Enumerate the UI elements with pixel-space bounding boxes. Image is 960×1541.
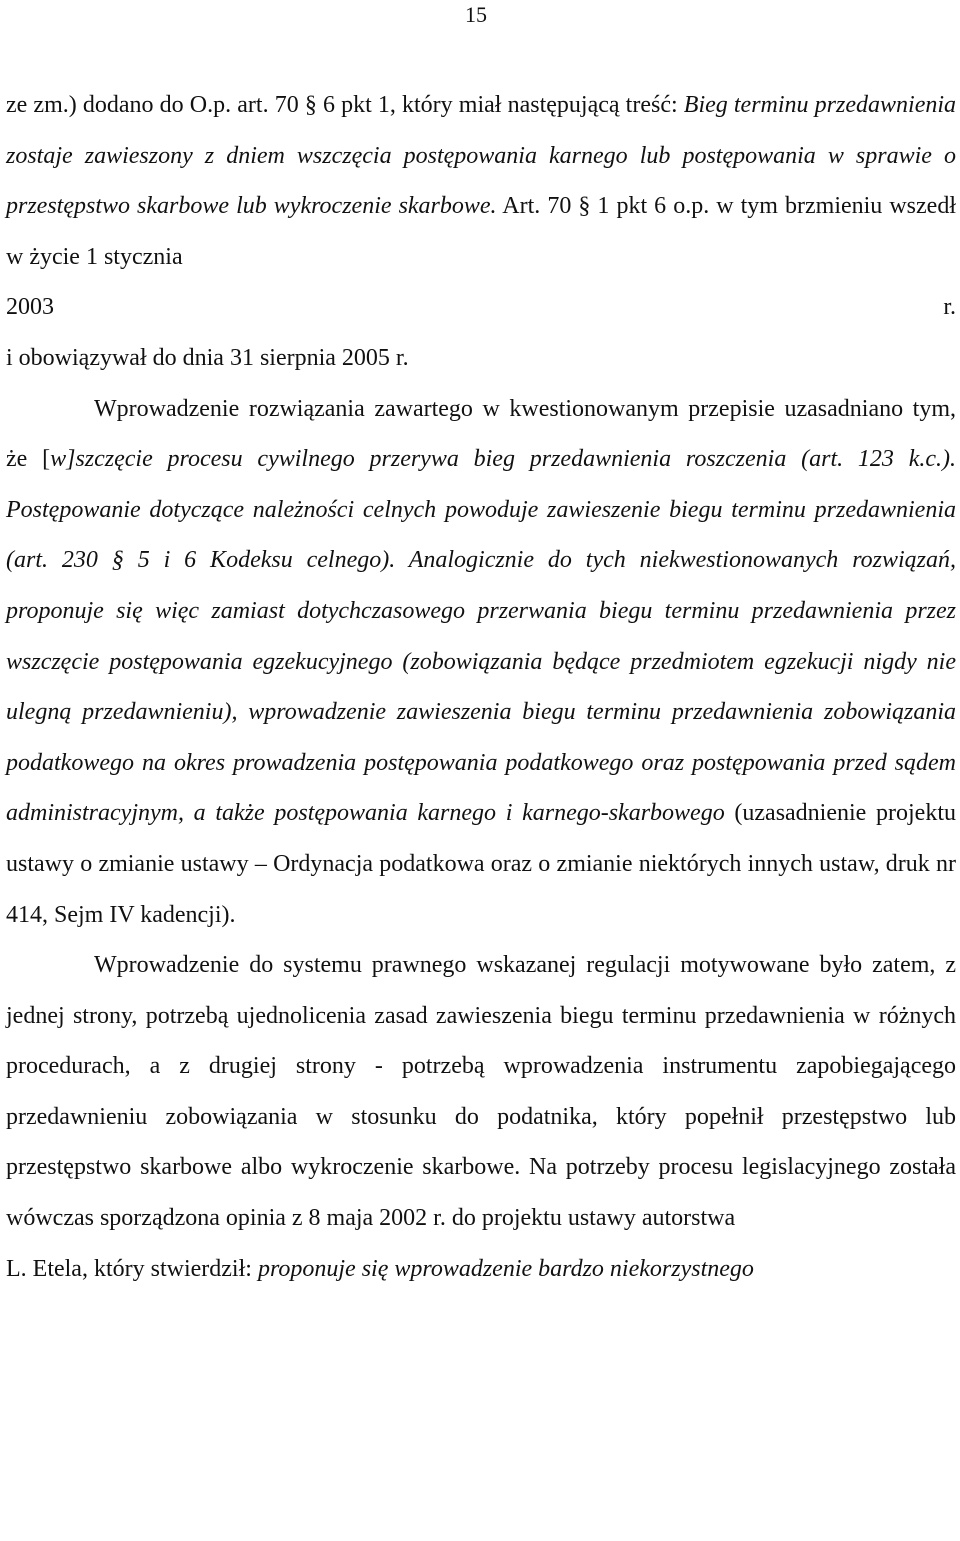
justification-quote: w]szczęcie procesu cywilnego przerywa bieg przedawnienia roszczenia (art. 123 k.c.). Postępowanie dotyczące należności celnych powoduje zawieszenie biegu terminu przedawnienia (art. 230 § 5 i 6 Kodeksu celnego). Analogicznie do tych niekwestionowanych rozwiązań, proponuje się więc zamiast dotychczasowego przerwania biegu terminu przedawnienia przez wszczęcie postępowania egzekucyjnego (zobowiązania będące przedmiotem egzekucji nigdy nie ulegną przedawnieniu), wprowadzenie zawieszenia biegu terminu przedawnienia zobowiązania podatkowego na okres prowadzenia postępowania podatkowego oraz postępowania przed sądem administracyjnym, a także postępowania karnego i karnego-skarbowego xyxy=(6,446,956,827)
paragraph-4 xyxy=(6,1244,956,1295)
paragraph-4-intro: L. Etela, który stwierdził: xyxy=(6,1255,258,1282)
opinion-quote: proponuje się wprowadzenie bardzo niekorzystnego xyxy=(257,1255,754,1282)
paragraph-1-intro: ze zm.) dodano do O.p. art. 70 § 6 pkt 1, który miał następującą treść: xyxy=(6,92,684,118)
paragraph-1 xyxy=(6,80,956,282)
document-body xyxy=(6,80,956,1294)
quoted-provision: Bieg terminu przedawnienia zostaje zawieszony z dniem wszczęcia postępowania karnego lub postępowania w sprawie o przestępstwo skarbowe lub wykroczenie skarbowe. xyxy=(6,92,957,220)
paragraph-3: Wprowadzenie do systemu prawnego wskazanej regulacji motywowane było zatem, z jednej strony, potrzebą ujednolicenia zasad zawieszenia biegu terminu przedawnienia w różnych procedurach, a z drugiej strony - potrzebą wprowadzenia instrumentu zapobiegającego przedawnieniu zobowiązania w stosunku do podatnika, który popełnił przestępstwo lub przestępstwo skarbowe albo wykroczenie skarbowe. Na potrzeby procesu legislacyjnego została wówczas sporządzona opinia z 8 maja 2002 r. do projektu ustawy autorstwa xyxy=(6,952,956,1232)
justification-source: (uzasadnienie projektu ustawy o zmianie ustawy – Ordynacja podatkowa oraz o zmianie niektórych innych ustaw, druk nr 414, Sejm IV kadencji). xyxy=(6,800,956,928)
paragraph-1-end: i obowiązywał do dnia 31 sierpnia 2005 r. xyxy=(6,344,409,371)
paragraph-1-effective: Art. 70 § 1 pkt 6 o.p. w tym brzmieniu wszedł w życie 1 stycznia xyxy=(6,193,956,270)
paragraph-1-year-line: 2003 r. xyxy=(6,294,956,321)
paragraph-2-intro: Wprowadzenie rozwiązania zawartego w kwestionowanym przepisie uzasadniano tym, że [ xyxy=(6,395,956,473)
page-number: 15 xyxy=(465,2,487,27)
paragraph-2 xyxy=(6,384,956,941)
